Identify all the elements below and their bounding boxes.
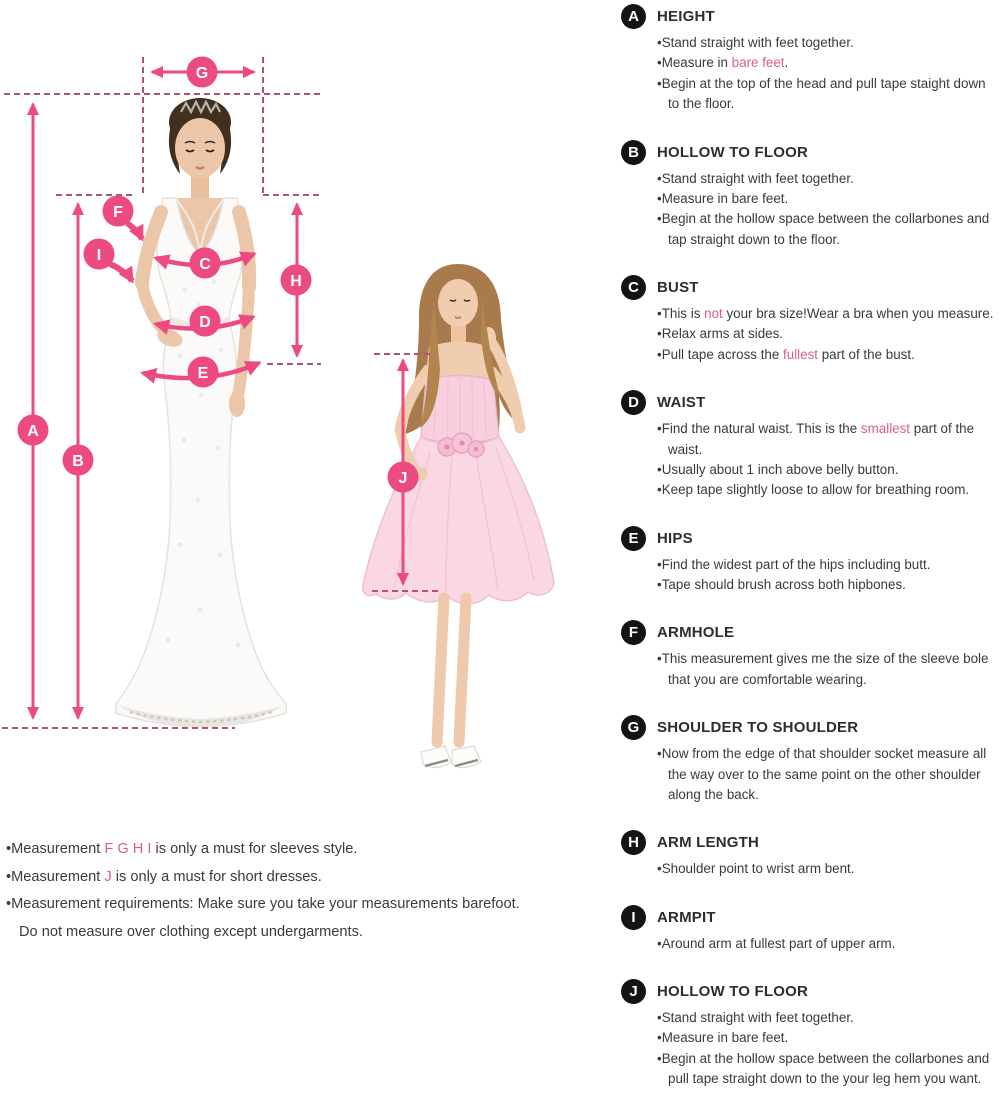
letter-badge-e: E bbox=[621, 526, 646, 551]
measurement-item-header bbox=[621, 526, 997, 551]
measurement-bullet: • Stand straight with feet together. bbox=[657, 1008, 995, 1028]
letter-badge-b: B bbox=[621, 140, 646, 165]
measurement-item-e bbox=[621, 526, 997, 596]
highlighted-text: bare feet bbox=[731, 55, 785, 71]
measurement-title: HEIGHT bbox=[657, 8, 715, 25]
measurement-bullet: • Stand straight with feet together. bbox=[657, 169, 995, 189]
measurement-bullet: • This is not your bra size!Wear a bra when you measure. bbox=[657, 304, 995, 324]
measurement-bullets bbox=[657, 555, 995, 596]
measurement-bullets bbox=[657, 934, 995, 954]
figure-label-h bbox=[281, 265, 312, 296]
measurement-bullet: • Measure in bare feet. bbox=[657, 189, 995, 209]
measurement-item-d bbox=[621, 390, 997, 501]
measurement-bullet: • Tape should brush across both hipbones. bbox=[657, 575, 995, 595]
svg-text:D: D bbox=[199, 314, 211, 331]
svg-text:J: J bbox=[398, 470, 408, 487]
letter-badge-i: I bbox=[621, 905, 646, 930]
figure-label-d bbox=[190, 306, 221, 337]
measurement-bullets bbox=[657, 859, 995, 879]
measurement-bullet: • Usually about 1 inch above belly button. bbox=[657, 460, 995, 480]
measurement-title: HOLLOW TO FLOOR bbox=[657, 983, 809, 1000]
measurement-title: ARMHOLE bbox=[657, 624, 735, 642]
measurement-item-f bbox=[621, 620, 997, 690]
measurement-bullet: • This measurement gives me the size of the sleeve bole that you are comfortable wearing. bbox=[657, 649, 995, 690]
figure-label-c bbox=[190, 248, 221, 279]
svg-text:I: I bbox=[96, 247, 102, 264]
measurement-bullet: • Begin at the top of the head and pull tape staight down to the floor. bbox=[657, 74, 995, 115]
measurement-title: ARMPIT bbox=[657, 908, 716, 926]
measurement-item-header bbox=[621, 275, 997, 300]
svg-text:H: H bbox=[290, 273, 302, 290]
measurement-bullet: • Pull tape across the fullest part of the bust. bbox=[657, 345, 995, 365]
measurement-list bbox=[621, 4, 997, 1115]
letter-badge-a: A bbox=[621, 4, 646, 29]
measurement-item-header bbox=[621, 830, 997, 855]
measurement-bullets bbox=[657, 419, 995, 501]
figure-canvas bbox=[0, 0, 620, 820]
measurement-bullet: • Shoulder point to wrist arm bent. bbox=[657, 859, 995, 879]
measurement-item-a bbox=[621, 4, 997, 115]
measurement-bullet: • Find the natural waist. This is the smallest part of the waist. bbox=[657, 419, 995, 460]
measurement-title: ARM LENGTH bbox=[657, 834, 759, 852]
measurement-bullets bbox=[657, 304, 995, 365]
measurement-title: SHOULDER TO SHOULDER bbox=[657, 719, 859, 737]
measurement-bullet: • Stand straight with feet together. bbox=[657, 33, 995, 53]
measurement-bullet: • Find the widest part of the hips including butt. bbox=[657, 555, 995, 575]
measurement-bullet: • Begin at the hollow space between the collarbones and pull tape straight down to the your leg hem you want. bbox=[657, 1049, 995, 1090]
highlighted-text: smallest bbox=[860, 421, 911, 437]
measurement-bullet: • Measure in bare feet. bbox=[657, 53, 995, 73]
measurement-bullets bbox=[657, 33, 995, 115]
notes bbox=[6, 836, 522, 947]
highlighted-text: not bbox=[704, 306, 723, 321]
measurement-figure bbox=[0, 0, 620, 820]
figure-label-i bbox=[84, 239, 115, 270]
svg-text:B: B bbox=[72, 453, 84, 470]
measurement-bullet: • Keep tape slightly loose to allow for breathing room. bbox=[657, 480, 995, 500]
highlighted-text: fullest bbox=[783, 346, 819, 362]
svg-text:C: C bbox=[199, 256, 211, 273]
letter-badge-d: D bbox=[621, 390, 646, 415]
arrow-armhole-f bbox=[127, 223, 142, 239]
measurement-item-header bbox=[621, 979, 997, 1004]
measurement-item-header bbox=[621, 390, 997, 415]
model-wedding-dress bbox=[116, 98, 286, 728]
figure-label-e bbox=[188, 357, 219, 388]
measurement-item-i bbox=[621, 905, 997, 954]
highlighted-text: F G H I bbox=[104, 841, 152, 857]
measurement-bullet: • Relax arms at sides. bbox=[657, 324, 995, 344]
measurement-title: BUST bbox=[657, 279, 699, 296]
measurement-item-header bbox=[621, 905, 997, 930]
model-short-dress bbox=[363, 264, 554, 768]
measurement-item-header bbox=[621, 620, 997, 645]
measurement-title: HIPS bbox=[657, 529, 693, 547]
figure-label-a bbox=[18, 415, 49, 446]
measurement-bullets bbox=[657, 1008, 995, 1090]
letter-badge-h: H bbox=[621, 830, 646, 855]
measurement-item-h bbox=[621, 830, 997, 879]
measurement-title: WAIST bbox=[657, 394, 706, 412]
highlighted-text: J bbox=[104, 868, 112, 885]
measurement-item-header bbox=[621, 140, 997, 165]
letter-badge-c: C bbox=[621, 275, 646, 300]
measurement-bullets bbox=[657, 649, 995, 690]
figure-label-b bbox=[63, 445, 94, 476]
measurement-item-g bbox=[621, 715, 997, 805]
shoes bbox=[421, 746, 481, 768]
note-line: • Measurement requirements: Make sure you take your measurements barefoot. Do not measure over clothing except undergarments. bbox=[6, 891, 522, 946]
measurement-item-header bbox=[621, 4, 997, 29]
note-line: • Measurement J is only a must for short dresses. bbox=[6, 864, 522, 892]
note-line: • Measurement F G H I is only a must for sleeves style. bbox=[6, 836, 522, 864]
measurement-bullet: • Now from the edge of that shoulder socket measure all the way over to the same point on the other shoulder along the back. bbox=[657, 744, 995, 805]
measurement-bullets bbox=[657, 169, 995, 251]
measurement-item-j bbox=[621, 979, 997, 1090]
measurement-item-b bbox=[621, 140, 997, 251]
figure-label-g bbox=[187, 57, 218, 88]
measurement-bullet: • Measure in bare feet. bbox=[657, 1028, 995, 1048]
svg-text:F: F bbox=[113, 204, 123, 221]
measurement-item-c bbox=[621, 275, 997, 365]
measurement-bullets bbox=[657, 744, 995, 805]
letter-badge-f: F bbox=[621, 620, 646, 645]
letter-badge-j: J bbox=[621, 979, 646, 1004]
svg-text:G: G bbox=[195, 65, 209, 82]
measurement-bullet: • Begin at the hollow space between the collarbones and tap straight down to the floor. bbox=[657, 209, 995, 250]
measurement-item-header bbox=[621, 715, 997, 740]
svg-text:E: E bbox=[197, 365, 209, 382]
measurement-bullet: • Around arm at fullest part of upper arm. bbox=[657, 934, 995, 954]
measurement-title: HOLLOW TO FLOOR bbox=[657, 143, 809, 161]
arrow-armpit-i bbox=[108, 263, 132, 281]
svg-text:A: A bbox=[27, 423, 39, 440]
letter-badge-g: G bbox=[621, 715, 646, 740]
figure-label-f bbox=[103, 196, 134, 227]
figure-label-j bbox=[388, 462, 419, 493]
